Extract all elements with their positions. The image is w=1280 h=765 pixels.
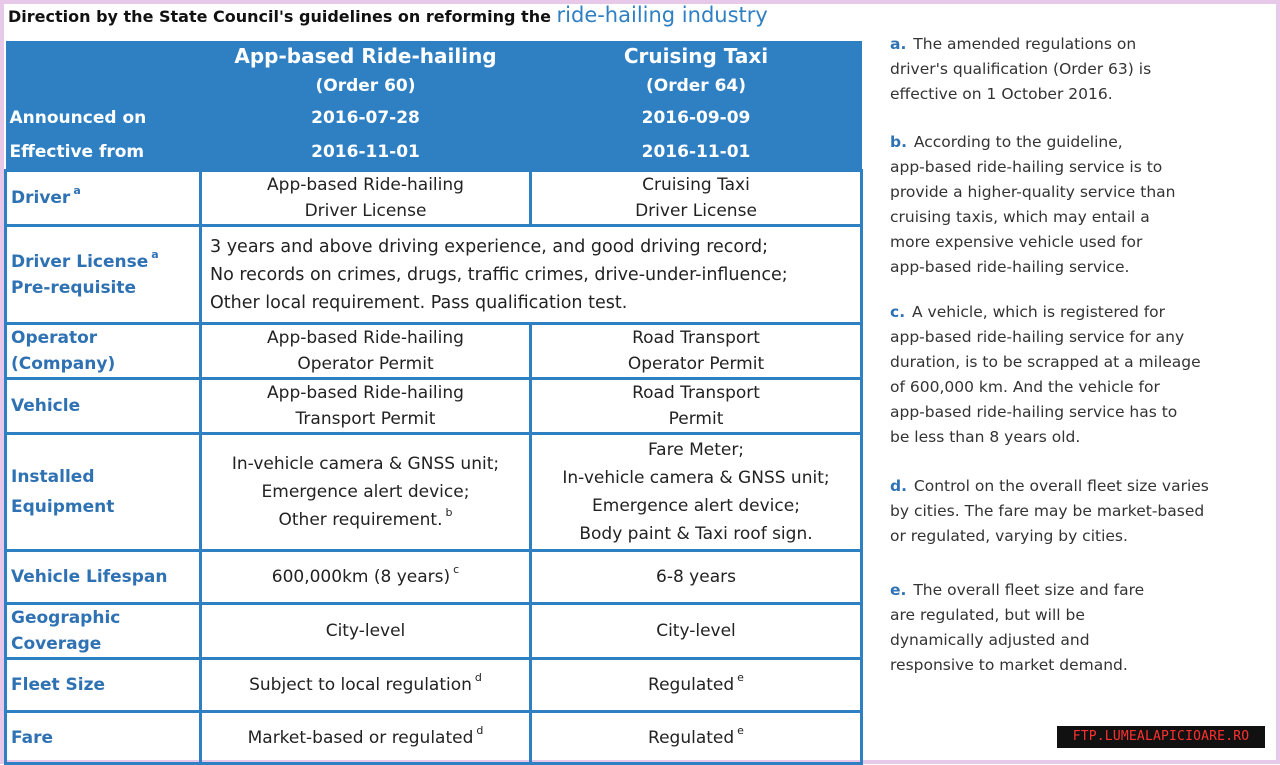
row-label-lifespan: Vehicle Lifespan [6,551,201,604]
note-c: c. A vehicle, which is registered for app-based ride-hailing service for any duration, is to be scrapped at a mileage of 600,000 km. And the vehicle for app-based ride-hailing service has to be less than 8 years old. [890,303,1201,446]
table-row-fleet [6,659,862,712]
row-label-driver: Driver $^a$ [6,171,201,226]
table-row-operator [6,324,862,379]
driver-col2: Cruising Taxi Driver License [531,171,862,226]
page-title [8,2,768,28]
note-a: a. The amended regulations on driver's qualification (Order 63) is effective on 1 October 2016. [890,35,1152,103]
equipment-col2: Fare Meter; In-vehicle camera & GNSS unit; Emergence alert device; Body paint & Taxi roof sign. [531,434,862,551]
vehicle-col1: App-based Ride-hailing Transport Permit [201,379,531,434]
table-row-driver [6,171,862,226]
header-col2-order: (Order 64) [531,71,862,101]
table-row-license [6,226,862,324]
announced-col1: 2016-07-28 [201,101,531,135]
row-label-vehicle: Vehicle [6,379,201,434]
effective-col1: 2016-11-01 [201,135,531,171]
effective-label: Effective from [6,135,201,171]
fare-col1: Market-based or regulated $^d$ [201,712,531,764]
row-label-operator: Operator (Company) [6,324,201,379]
lifespan-col1: 600,000km (8 years) $^c$ [201,551,531,604]
fleet-col1: Subject to local regulation $^d$ [201,659,531,712]
row-label-fare: Fare [6,712,201,764]
table-row-fare [6,712,862,764]
note-d: d. Control on the overall fleet size varies by cities. The fare may be market-based or regulated, varying by cities. [890,477,1209,545]
header-col1-order: (Order 60) [201,71,531,101]
table-row-lifespan [6,551,862,604]
operator-col1: App-based Ride-hailing Operator Permit [201,324,531,379]
row-label-fleet: Fleet Size [6,659,201,712]
announced-label: Announced on [6,101,201,135]
header-corner [6,41,201,71]
note-e: e. The overall fleet size and fare are regulated, but will be dynamically adjusted and responsive to market demand. [890,581,1145,674]
coverage-col2: City-level [531,604,862,659]
header-row-orders [6,71,862,101]
header-col1-title: App-based Ride-hailing [201,41,531,71]
operator-col2: Road Transport Operator Permit [531,324,862,379]
effective-col2: 2016-11-01 [531,135,862,171]
fare-col2: Regulated $^e$ [531,712,862,764]
equipment-col1: In-vehicle camera & GNSS unit; Emergence alert device; Other requirement. $^b$ [201,434,531,551]
title-main: Direction by the State Council's guidelines on reforming the [8,7,551,26]
driver-col1: App-based Ride-hailing Driver License [201,171,531,226]
license-requirements: 3 years and above driving experience, and good driving record; No records on crimes, drugs, traffic crimes, drive-under-influence; Other local requirement. Pass qualification test. [201,226,862,324]
fleet-col2: Regulated $^e$ [531,659,862,712]
table-row-coverage [6,604,862,659]
row-label-license: Driver License $^a$ Pre-requisite [6,226,201,324]
lifespan-col2: 6-8 years [531,551,862,604]
row-label-equipment: Installed Equipment [6,434,201,551]
announced-col2: 2016-09-09 [531,101,862,135]
watermark-badge: FTP.LUMEALAPICIOARE.RO [1057,726,1265,748]
header-row-announced [6,101,862,135]
coverage-col1: City-level [201,604,531,659]
table-row-equipment [6,434,862,551]
table-row-vehicle [6,379,862,434]
note-b: b. According to the guideline, app-based ride-hailing service is to provide a higher-quality service than cruising taxis, which may entail a more expensive vehicle used for app-based ride-hailing service. [890,133,1176,276]
title-highlight: ride-hailing industry [556,3,768,27]
header-row-titles [6,41,862,71]
comparison-table [4,41,863,765]
header-row-effective [6,135,862,171]
vehicle-col2: Road Transport Permit [531,379,862,434]
header-col2-title: Cruising Taxi [531,41,862,71]
row-label-coverage: Geographic Coverage [6,604,201,659]
